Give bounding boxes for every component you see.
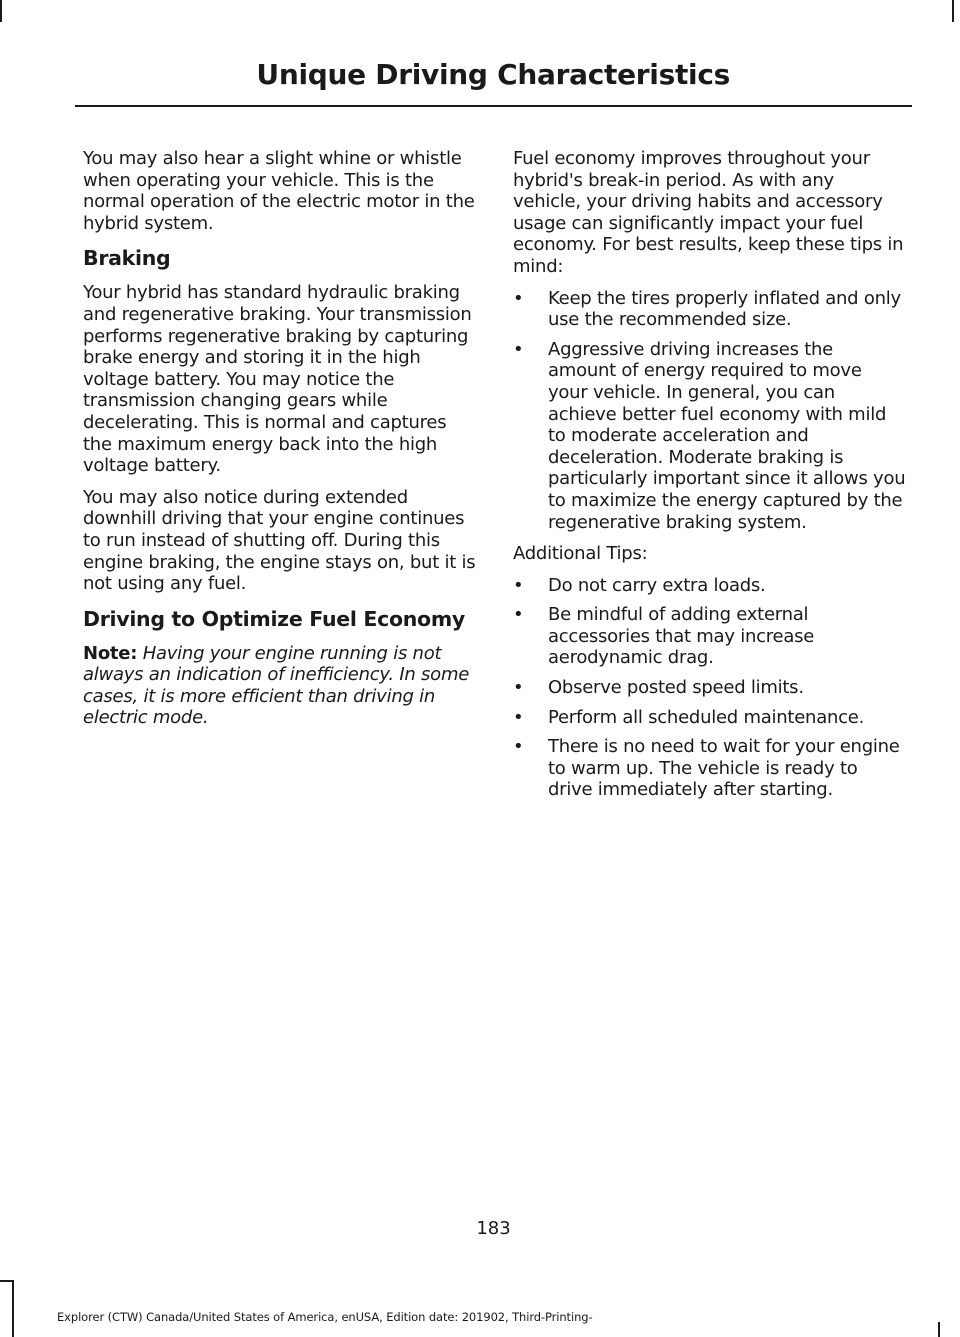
note-paragraph bbox=[83, 643, 476, 729]
bullet-icon: • bbox=[513, 706, 524, 728]
note-text: Having your engine running is not always an indication of inefficiency. In some cases, it is more efficient than driving in electric mode. bbox=[83, 642, 470, 729]
list-item-text: Perform all scheduled maintenance. bbox=[548, 706, 865, 728]
list-item-text: Observe posted speed limits. bbox=[548, 677, 804, 699]
tips-list bbox=[513, 288, 906, 534]
bullet-icon: • bbox=[513, 574, 524, 596]
additional-tips-label: Additional Tips: bbox=[513, 543, 648, 565]
list-item-text: Aggressive driving increases the amount of energy required to move your vehicle. In general, you can achieve better fuel economy with mild to moderate acceleration and deceleration. Moderate braking is particularly important since it allows you to maximize the energy captured by the regenerative braking system. bbox=[548, 338, 906, 533]
footer-edition-info: Explorer (CTW) Canada/United States of America, enUSA, Edition date: 201902, Third-Printing- bbox=[57, 1310, 593, 1324]
page-title: Unique Driving Characteristics bbox=[256, 58, 730, 91]
crop-mark-top-left bbox=[0, 0, 2, 22]
list-item-text: There is no need to wait for your engine to warm up. The vehicle is ready to drive immediately after starting. bbox=[548, 736, 900, 801]
additional-tips-list bbox=[513, 575, 906, 801]
bullet-icon: • bbox=[513, 677, 524, 699]
list-item bbox=[513, 736, 906, 801]
crop-mark-top-right bbox=[952, 0, 954, 22]
list-item bbox=[513, 677, 906, 699]
bullet-icon: • bbox=[513, 604, 524, 626]
crop-mark-bottom-left bbox=[12, 1280, 14, 1337]
note-label: Note: bbox=[83, 642, 138, 664]
header-divider bbox=[75, 105, 912, 107]
paragraph-downhill: You may also notice during extended downhill driving that your engine continues to run instead of shutting off. During this engine braking, the engine stays on, but it is not using any fuel. bbox=[83, 486, 476, 595]
crop-mark-bottom-left-h bbox=[0, 1280, 14, 1282]
page-number: 183 bbox=[476, 1218, 511, 1239]
list-item bbox=[513, 288, 906, 331]
heading-braking: Braking bbox=[83, 246, 171, 271]
bullet-icon: • bbox=[513, 287, 524, 309]
heading-fuel-economy: Driving to Optimize Fuel Economy bbox=[83, 606, 465, 631]
list-item-text: Keep the tires properly inflated and only use the recommended size. bbox=[548, 287, 901, 331]
left-column bbox=[83, 148, 476, 739]
list-item-text: Do not carry extra loads. bbox=[548, 574, 766, 596]
list-item-text: Be mindful of adding external accessories that may increase aerodynamic drag. bbox=[548, 604, 815, 669]
list-item bbox=[513, 339, 906, 533]
bullet-icon: • bbox=[513, 338, 524, 360]
list-item bbox=[513, 604, 906, 669]
paragraph-whine: You may also hear a slight whine or whistle when operating your vehicle. This is the normal operation of the electric motor in the hybrid system. bbox=[83, 148, 475, 234]
paragraph-intro: Fuel economy improves throughout your hybrid's break-in period. As with any vehicle, your driving habits and accessory usage can significantly impact your fuel economy. For best results, keep these tips in mind: bbox=[513, 148, 904, 277]
list-item bbox=[513, 575, 906, 597]
list-item bbox=[513, 707, 906, 729]
right-column bbox=[513, 148, 906, 811]
bullet-icon: • bbox=[513, 736, 524, 758]
paragraph-braking: Your hybrid has standard hydraulic braking and regenerative braking. Your transmission performs regenerative braking by capturing brake energy and storing it in the high voltage battery. You may notice the transmission changing gears while decelerating. This is normal and captures the maximum energy back into the high voltage battery. bbox=[83, 282, 472, 477]
crop-mark-bottom-right bbox=[938, 1322, 940, 1337]
